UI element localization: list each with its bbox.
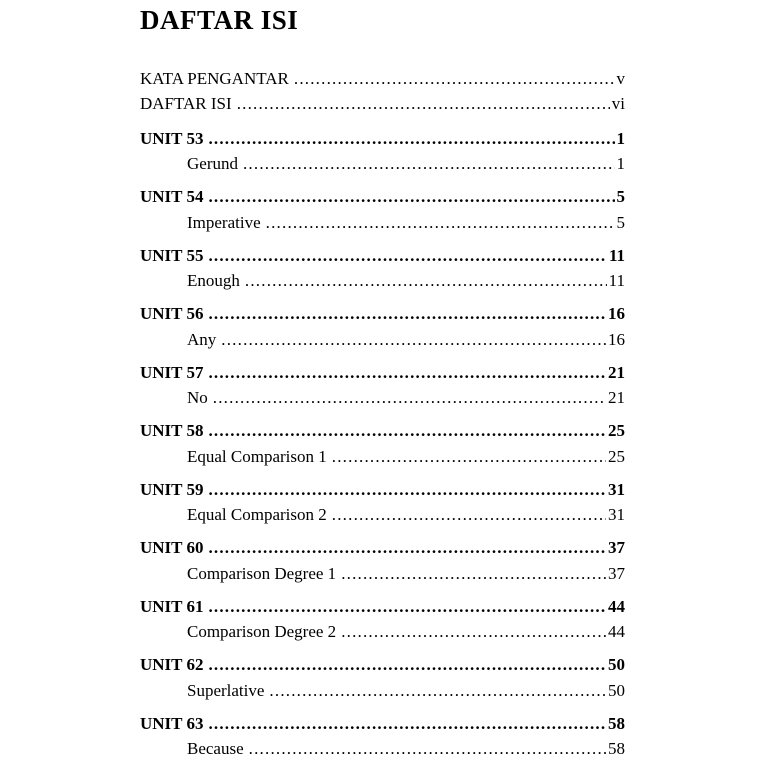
toc-entry-label: UNIT 53	[140, 128, 204, 148]
toc-entry-subtopic	[140, 736, 625, 759]
dot-leader	[208, 184, 614, 210]
toc-entry-unit	[140, 301, 625, 327]
dot-leader	[208, 360, 606, 386]
toc-entry-page-number: 44	[608, 596, 625, 616]
toc-entry-unit	[140, 184, 625, 210]
dot-leader	[245, 268, 607, 294]
toc-entry-page-number: 1	[616, 154, 625, 174]
toc-entry-label: UNIT 63	[140, 713, 204, 733]
toc-entry-kata-pengantar	[140, 66, 625, 92]
toc-entry-label: Comparison Degree 1	[187, 563, 337, 583]
dot-leader	[332, 444, 606, 470]
toc-entry-subtopic	[140, 268, 625, 294]
dot-leader	[208, 418, 606, 444]
toc-unit-block-55	[140, 243, 625, 294]
toc-entry-label: Because	[187, 739, 244, 759]
toc-entry-page-number: 58	[608, 739, 625, 759]
toc-entry-unit	[140, 477, 625, 503]
toc-unit-block-57	[140, 360, 625, 411]
dot-leader	[249, 736, 606, 759]
dot-leader	[243, 151, 615, 177]
toc-entry-label: Equal Comparison 2	[187, 505, 327, 525]
toc-entry-page-number: 1	[616, 128, 625, 148]
dot-leader	[213, 385, 606, 411]
dot-leader	[208, 594, 606, 620]
toc-unit-block-58	[140, 418, 625, 469]
dot-leader	[208, 535, 606, 561]
toc-entry-subtopic	[140, 502, 625, 528]
toc-entry-page-number: 16	[608, 329, 625, 349]
toc-unit-block-56	[140, 301, 625, 352]
dot-leader	[341, 619, 606, 645]
toc-entry-label: UNIT 61	[140, 596, 204, 616]
toc-entry-label: UNIT 59	[140, 479, 204, 499]
toc-entry-subtopic	[140, 385, 625, 411]
toc-entry-label: KATA PENGANTAR	[140, 68, 289, 88]
toc-entry-unit	[140, 535, 625, 561]
toc-entry-subtopic	[140, 210, 625, 236]
dot-leader	[208, 711, 606, 737]
toc-entry-label: Enough	[187, 271, 240, 291]
toc-unit-block-62	[140, 652, 625, 703]
toc-entry-page-number: 11	[608, 245, 625, 265]
toc-entry-label: UNIT 58	[140, 421, 204, 441]
toc-entry-subtopic	[140, 327, 625, 353]
dot-leader	[341, 561, 606, 587]
toc-entry-page-number: 50	[608, 680, 625, 700]
toc-entry-page-number: 21	[608, 388, 625, 408]
toc-entry-label: Gerund	[187, 154, 238, 174]
toc-entry-page-number: 25	[608, 446, 625, 466]
dot-leader	[208, 477, 606, 503]
toc-entry-page-number: 21	[608, 362, 625, 382]
toc-entry-label: Comparison Degree 2	[187, 622, 337, 642]
toc-entry-page-number: 31	[608, 479, 625, 499]
toc-entry-page-number: 50	[608, 655, 625, 675]
toc-entry-subtopic	[140, 561, 625, 587]
toc-entry-daftar-isi	[140, 91, 625, 117]
dot-leader	[208, 652, 606, 678]
toc-unit-block-54	[140, 184, 625, 235]
page-title: DAFTAR ISI	[140, 5, 299, 35]
toc-entry-label: No	[187, 388, 208, 408]
toc-entry-subtopic	[140, 678, 625, 704]
dot-leader	[237, 91, 610, 117]
toc-entry-label: UNIT 60	[140, 538, 204, 558]
toc-entry-unit	[140, 418, 625, 444]
dot-leader	[208, 243, 606, 269]
toc-entry-page-number: 5	[616, 212, 625, 232]
toc-entry-subtopic	[140, 151, 625, 177]
toc-entry-label: UNIT 62	[140, 655, 204, 675]
toc-unit-block-63	[140, 711, 625, 759]
toc-entry-page-number: 11	[608, 271, 625, 291]
toc-entry-label: Imperative	[187, 212, 261, 232]
toc-entry-page-number: v	[616, 68, 625, 88]
toc-entry-label: UNIT 54	[140, 187, 204, 207]
toc-entry-unit	[140, 594, 625, 620]
toc-entry-page-number: 31	[608, 505, 625, 525]
toc-entry-page-number: 58	[608, 713, 625, 733]
dot-leader	[208, 301, 606, 327]
toc-entry-unit	[140, 360, 625, 386]
dot-leader	[266, 210, 615, 236]
front-matter-section	[140, 66, 625, 117]
toc-entry-label: Equal Comparison 1	[187, 446, 327, 466]
toc-entry-page-number: 37	[608, 563, 625, 583]
toc-entry-page-number: 37	[608, 538, 625, 558]
toc-entry-page-number: 44	[608, 622, 625, 642]
toc-entry-label: UNIT 55	[140, 245, 204, 265]
toc-entry-unit	[140, 126, 625, 152]
table-of-contents	[140, 66, 625, 759]
toc-entry-page-number: 16	[608, 304, 625, 324]
dot-leader	[269, 678, 606, 704]
toc-entry-page-number: 25	[608, 421, 625, 441]
toc-unit-block-53	[140, 126, 625, 177]
dot-leader	[208, 126, 614, 152]
toc-entry-subtopic	[140, 619, 625, 645]
toc-entry-label: UNIT 56	[140, 304, 204, 324]
toc-entry-label: DAFTAR ISI	[140, 94, 232, 114]
toc-entry-unit	[140, 243, 625, 269]
toc-unit-block-60	[140, 535, 625, 586]
toc-entry-subtopic	[140, 444, 625, 470]
toc-entry-unit	[140, 652, 625, 678]
toc-entry-label: UNIT 57	[140, 362, 204, 382]
toc-entry-label: Superlative	[187, 680, 265, 700]
dot-leader	[221, 327, 606, 353]
toc-entry-label: Any	[187, 329, 217, 349]
toc-unit-block-59	[140, 477, 625, 528]
dot-leader	[332, 502, 606, 528]
toc-entry-page-number: vi	[611, 94, 625, 114]
toc-entry-page-number: 5	[616, 187, 625, 207]
dot-leader	[294, 66, 615, 92]
toc-entry-unit	[140, 711, 625, 737]
toc-unit-block-61	[140, 594, 625, 645]
